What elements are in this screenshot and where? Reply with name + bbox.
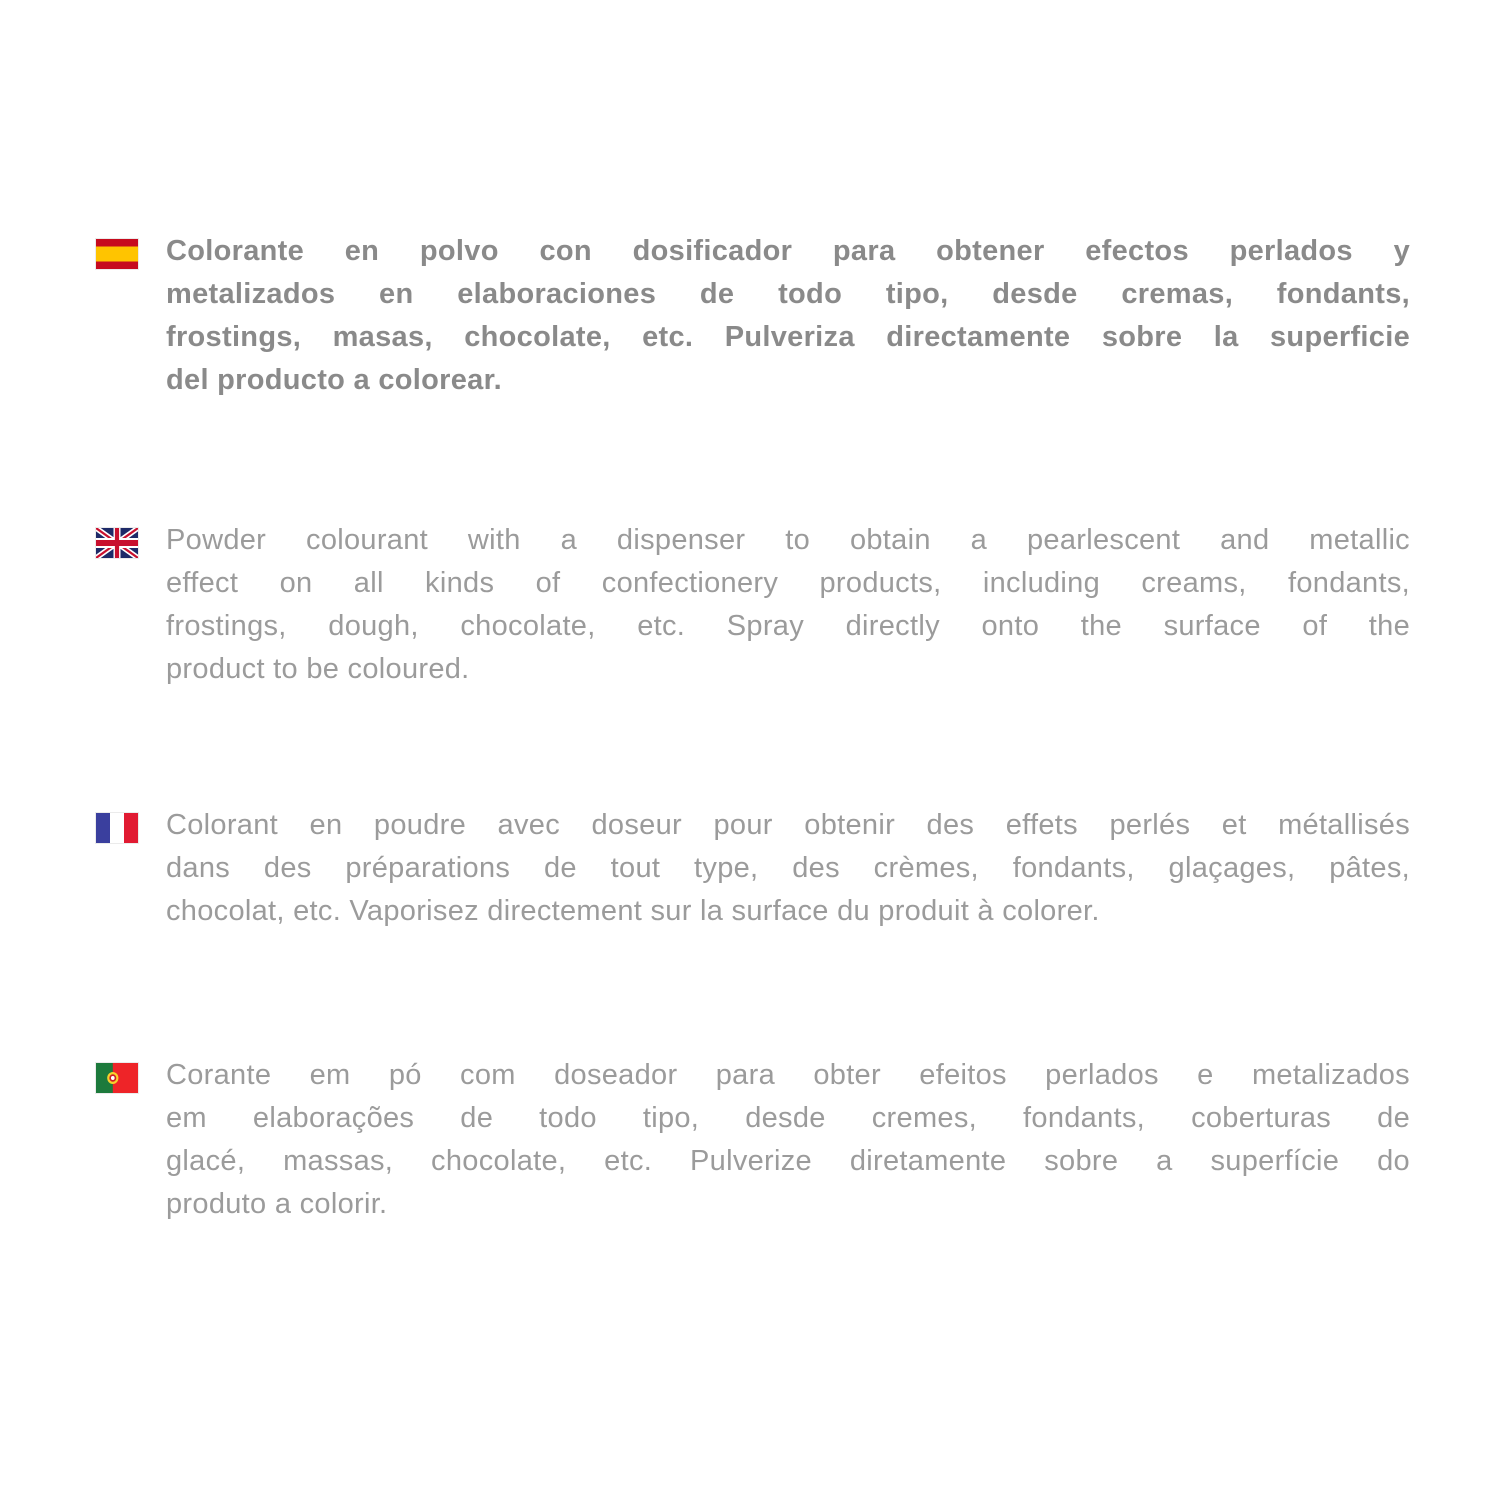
text-line: em elaborações de todo tipo, desde cremes, fondants, coberturas de (166, 1102, 1410, 1134)
text-line: frostings, dough, chocolate, etc. Spray directly onto the surface of the (166, 610, 1410, 642)
section-english (96, 519, 1410, 691)
text-line: metalizados en elaboraciones de todo tipo, desde cremas, fondants, (166, 278, 1410, 310)
text-line: dans des préparations de tout type, des crèmes, fondants, glaçages, pâtes, (166, 852, 1410, 884)
section-french (96, 804, 1410, 933)
paragraph-portuguese (166, 1054, 1410, 1226)
section-spanish (96, 230, 1410, 402)
text-line: effect on all kinds of confectionery products, including creams, fondants, (166, 567, 1410, 599)
text-line: Powder colourant with a dispenser to obtain a pearlescent and metallic (166, 524, 1410, 556)
text-line: frostings, masas, chocolate, etc. Pulveriza directamente sobre la superficie (166, 321, 1410, 353)
text-line: del producto a colorear. (166, 364, 502, 396)
text-line: glacé, massas, chocolate, etc. Pulverize diretamente sobre a superfície do (166, 1145, 1410, 1177)
portugal-flag-icon (96, 1063, 138, 1093)
paragraph-spanish (166, 230, 1410, 402)
uk-flag-icon (96, 528, 138, 558)
text-line: produto a colorir. (166, 1188, 388, 1220)
paragraph-english (166, 519, 1410, 691)
spain-flag-icon (96, 239, 138, 269)
paragraph-french (166, 804, 1410, 933)
text-line: chocolat, etc. Vaporisez directement sur la surface du produit à colorer. (166, 895, 1100, 927)
text-line: Colorant en poudre avec doseur pour obtenir des effets perlés et métallisés (166, 809, 1410, 841)
text-line: Corante em pó com doseador para obter efeitos perlados e metalizados (166, 1059, 1410, 1091)
text-line: Colorante en polvo con dosificador para obtener efectos perlados y (166, 235, 1410, 267)
france-flag-icon (96, 813, 138, 843)
text-line: product to be coloured. (166, 653, 470, 685)
section-portuguese (96, 1054, 1410, 1226)
